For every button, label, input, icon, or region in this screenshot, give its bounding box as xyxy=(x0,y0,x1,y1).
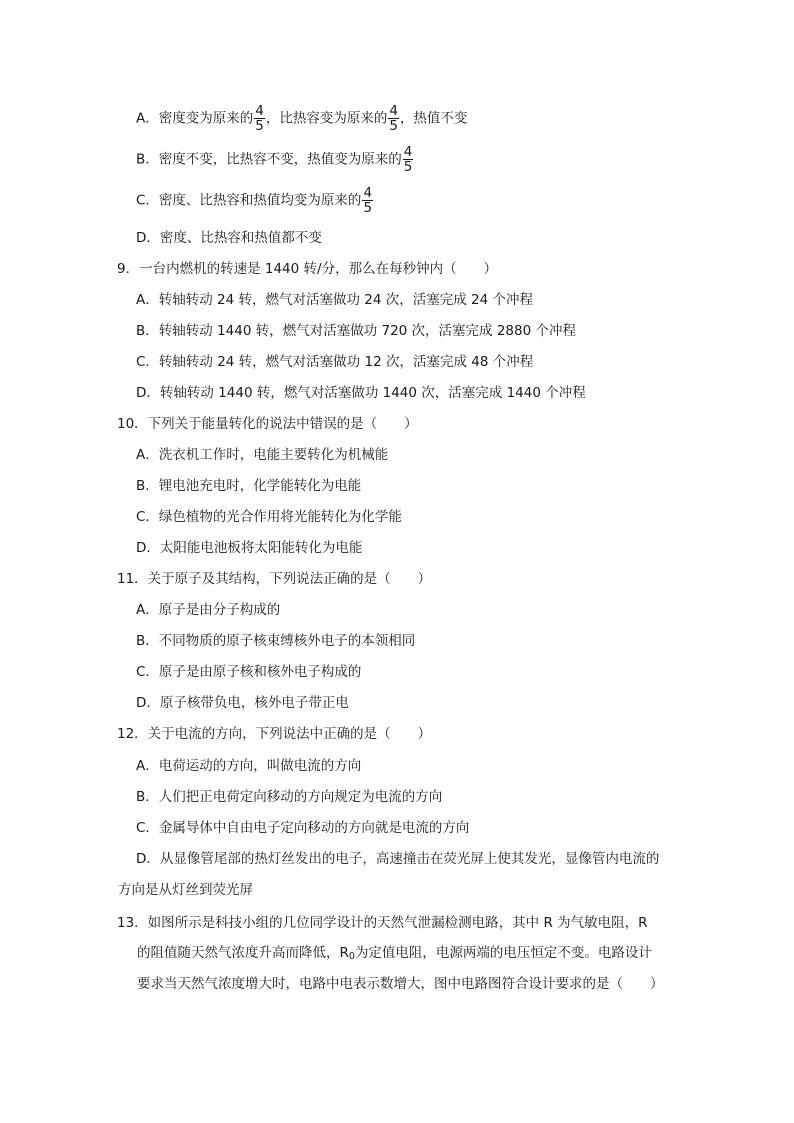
option-11c: C．原子是由原子核和核外电子构成的 xyxy=(136,664,362,680)
option-9d: D．转轴转动 1440 转，燃气对活塞做功 1440 次，活塞完成 1440 个冲程 xyxy=(136,385,586,401)
question-9-stem: 9．一台内燃机的转速是 1440 转/分，那么在每秒钟内（ ） xyxy=(117,261,498,277)
question-12-stem: 12．关于电流的方向，下列说法中正确的是（ ） xyxy=(117,726,432,742)
option-text: ，热值不变 xyxy=(399,110,468,127)
option-11b: B．不同物质的原子核束缚核外电子的本领相同 xyxy=(136,633,416,649)
question-10-stem: 10．下列关于能量转化的说法中错误的是（ ） xyxy=(117,416,418,432)
subscript-zero: 0 xyxy=(348,951,355,962)
option-11d: D．原子核带负电，核外电子带正电 xyxy=(136,695,349,711)
question-text: 的阻值随天然气浓度升高而降低，R xyxy=(137,945,349,961)
fraction-four-fifths: $\frac{4}{5}$ xyxy=(363,185,373,216)
question-text: 为定值电阻，电源两端的电压恒定不变。电路设计 xyxy=(354,945,652,961)
option-8b xyxy=(136,145,414,174)
option-8d: D．密度、比热容和热值都不变 xyxy=(136,230,322,246)
fraction-four-fifths: $\frac{4}{5}$ xyxy=(403,144,413,175)
option-12d-line2: 方向是从灯丝到荧光屏 xyxy=(118,882,253,898)
option-9b: B．转轴转动 1440 转，燃气对活塞做功 720 次，活塞完成 2880 个冲程 xyxy=(136,323,576,339)
question-13-line1: 13．如图所示是科技小组的几位同学设计的天然气泄漏检测电路，其中 R 为气敏电阻，R xyxy=(117,915,648,931)
option-text: ，比热容变为原来的 xyxy=(265,110,388,127)
question-11-stem: 11．关于原子及其结构，下列说法正确的是（ ） xyxy=(117,571,432,587)
option-8a xyxy=(136,104,467,133)
option-12a: A．电荷运动的方向，叫做电流的方向 xyxy=(136,758,362,774)
option-text: B．密度不变，比热容不变，热值变为原来的 xyxy=(136,151,402,168)
option-9a: A．转轴转动 24 转，燃气对活塞做功 24 次，活塞完成 24 个冲程 xyxy=(136,292,534,308)
option-10b: B．锂电池充电时，化学能转化为电能 xyxy=(136,478,362,494)
option-9c: C．转轴转动 24 转，燃气对活塞做功 12 次，活塞完成 48 个冲程 xyxy=(136,354,534,370)
fraction-four-fifths: $\frac{4}{5}$ xyxy=(389,103,398,134)
option-10c: C．绿色植物的光合作用将光能转化为化学能 xyxy=(136,509,402,525)
question-13-line3: 要求当天然气浓度增大时，电路中电表示数增大，图中电路图符合设计要求的是（ ） xyxy=(137,976,664,992)
option-text: A．密度变为原来的 xyxy=(136,110,254,127)
question-13-line2 xyxy=(137,944,652,966)
option-8c xyxy=(136,186,374,215)
option-12d-line1: D．从显像管尾部的热灯丝发出的电子，高速撞击在荧光屏上使其发光，显像管内电流的 xyxy=(136,851,660,867)
option-12b: B．人们把正电荷定向移动的方向规定为电流的方向 xyxy=(136,789,443,805)
option-10a: A．洗衣机工作时，电能主要转化为机械能 xyxy=(136,447,389,463)
option-text: C．密度、比热容和热值均变为原来的 xyxy=(136,192,362,209)
option-12c: C．金属导体中自由电子定向移动的方向就是电流的方向 xyxy=(136,820,470,836)
option-11a: A．原子是由分子构成的 xyxy=(136,602,281,618)
option-10d: D．太阳能电池板将太阳能转化为电能 xyxy=(136,540,363,556)
fraction-four-fifths: $\frac{4}{5}$ xyxy=(255,103,264,134)
